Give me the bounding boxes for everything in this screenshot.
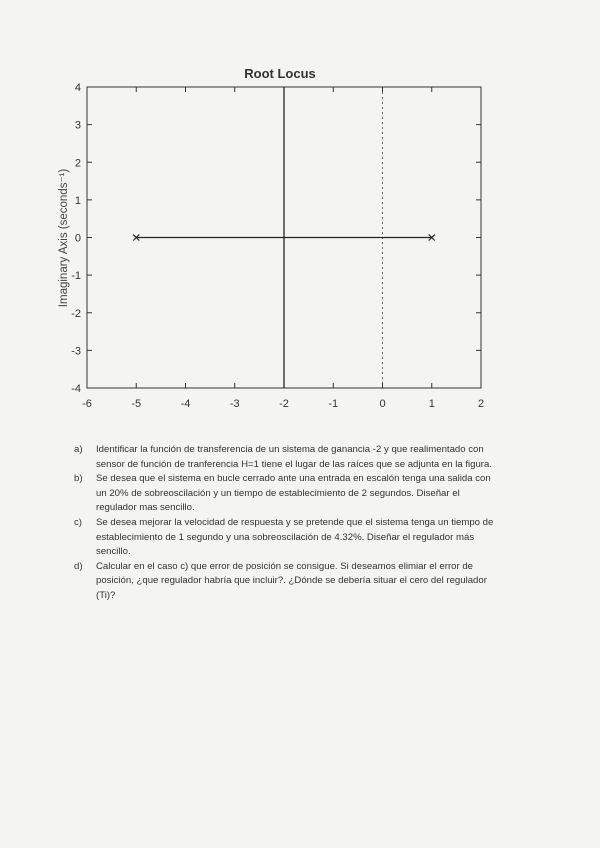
x-tick-label: -5 — [131, 398, 142, 410]
x-tick-label: 2 — [477, 398, 485, 410]
y-tick-label: 0 — [74, 232, 81, 245]
chart-title: Root Locus — [244, 66, 316, 81]
question-label: b) — [74, 473, 83, 485]
x-tick-label: -2 — [279, 398, 289, 410]
x-tick-label: -3 — [229, 398, 240, 410]
y-tick-label: 1 — [74, 194, 81, 207]
x-tick-label: 0 — [379, 398, 386, 410]
question-item — [74, 560, 499, 604]
tick-labels — [71, 82, 484, 410]
question-item — [74, 516, 499, 560]
question-label: d) — [74, 560, 83, 572]
x-tick-label: -4 — [180, 398, 191, 410]
y-tick-label: -1 — [71, 270, 81, 283]
locus-branches — [136, 87, 432, 388]
question-label: c) — [74, 516, 82, 528]
y-axis-label: Imaginary Axis (seconds⁻¹) — [58, 168, 70, 308]
question-text: Se desea mejorar la velocidad de respuesta y se pretende que el sistema tenga un tiempo de establecimiento de 1 segundo y una sobreoscilación de 4.32%. Diseñar el regulador más sencillo. — [96, 516, 494, 558]
x-tick-label: -1 — [328, 398, 339, 410]
y-tick-label: 2 — [74, 157, 81, 170]
question-list — [74, 443, 499, 604]
question-item — [74, 443, 499, 472]
question-text: Identificar la función de transferencia de un sistema de ganancia -2 y que realimentado con sensor de función de tranferencia H=1 tiene el lugar de las raíces que se adjunta en la figura. — [96, 444, 492, 470]
question-text: Calcular en el caso c) que error de posición se consigue. Si deseamos elimiar el error de posición, ¿que regulador habría que incluir?. ¿Dónde se debería situar el cero del regulador (Ti)? — [96, 560, 487, 601]
y-tick-label: 3 — [74, 119, 81, 132]
question-text: Se desea que el sistema en bucle cerrado ante una entrada en escalón tenga una salida con un 20% de sobreoscilación y un tiempo de establecimiento de 2 segundos. Diseñar el regulador mas sencillo. — [96, 473, 491, 514]
y-tick-label: -3 — [71, 345, 81, 358]
y-tick-label: -4 — [71, 383, 81, 395]
y-tick-label: -2 — [71, 307, 81, 320]
question-item — [74, 472, 499, 516]
x-tick-label: -6 — [82, 398, 92, 410]
x-tick-label: 1 — [428, 398, 435, 410]
y-tick-label: 4 — [74, 82, 81, 94]
question-label: a) — [74, 444, 83, 455]
